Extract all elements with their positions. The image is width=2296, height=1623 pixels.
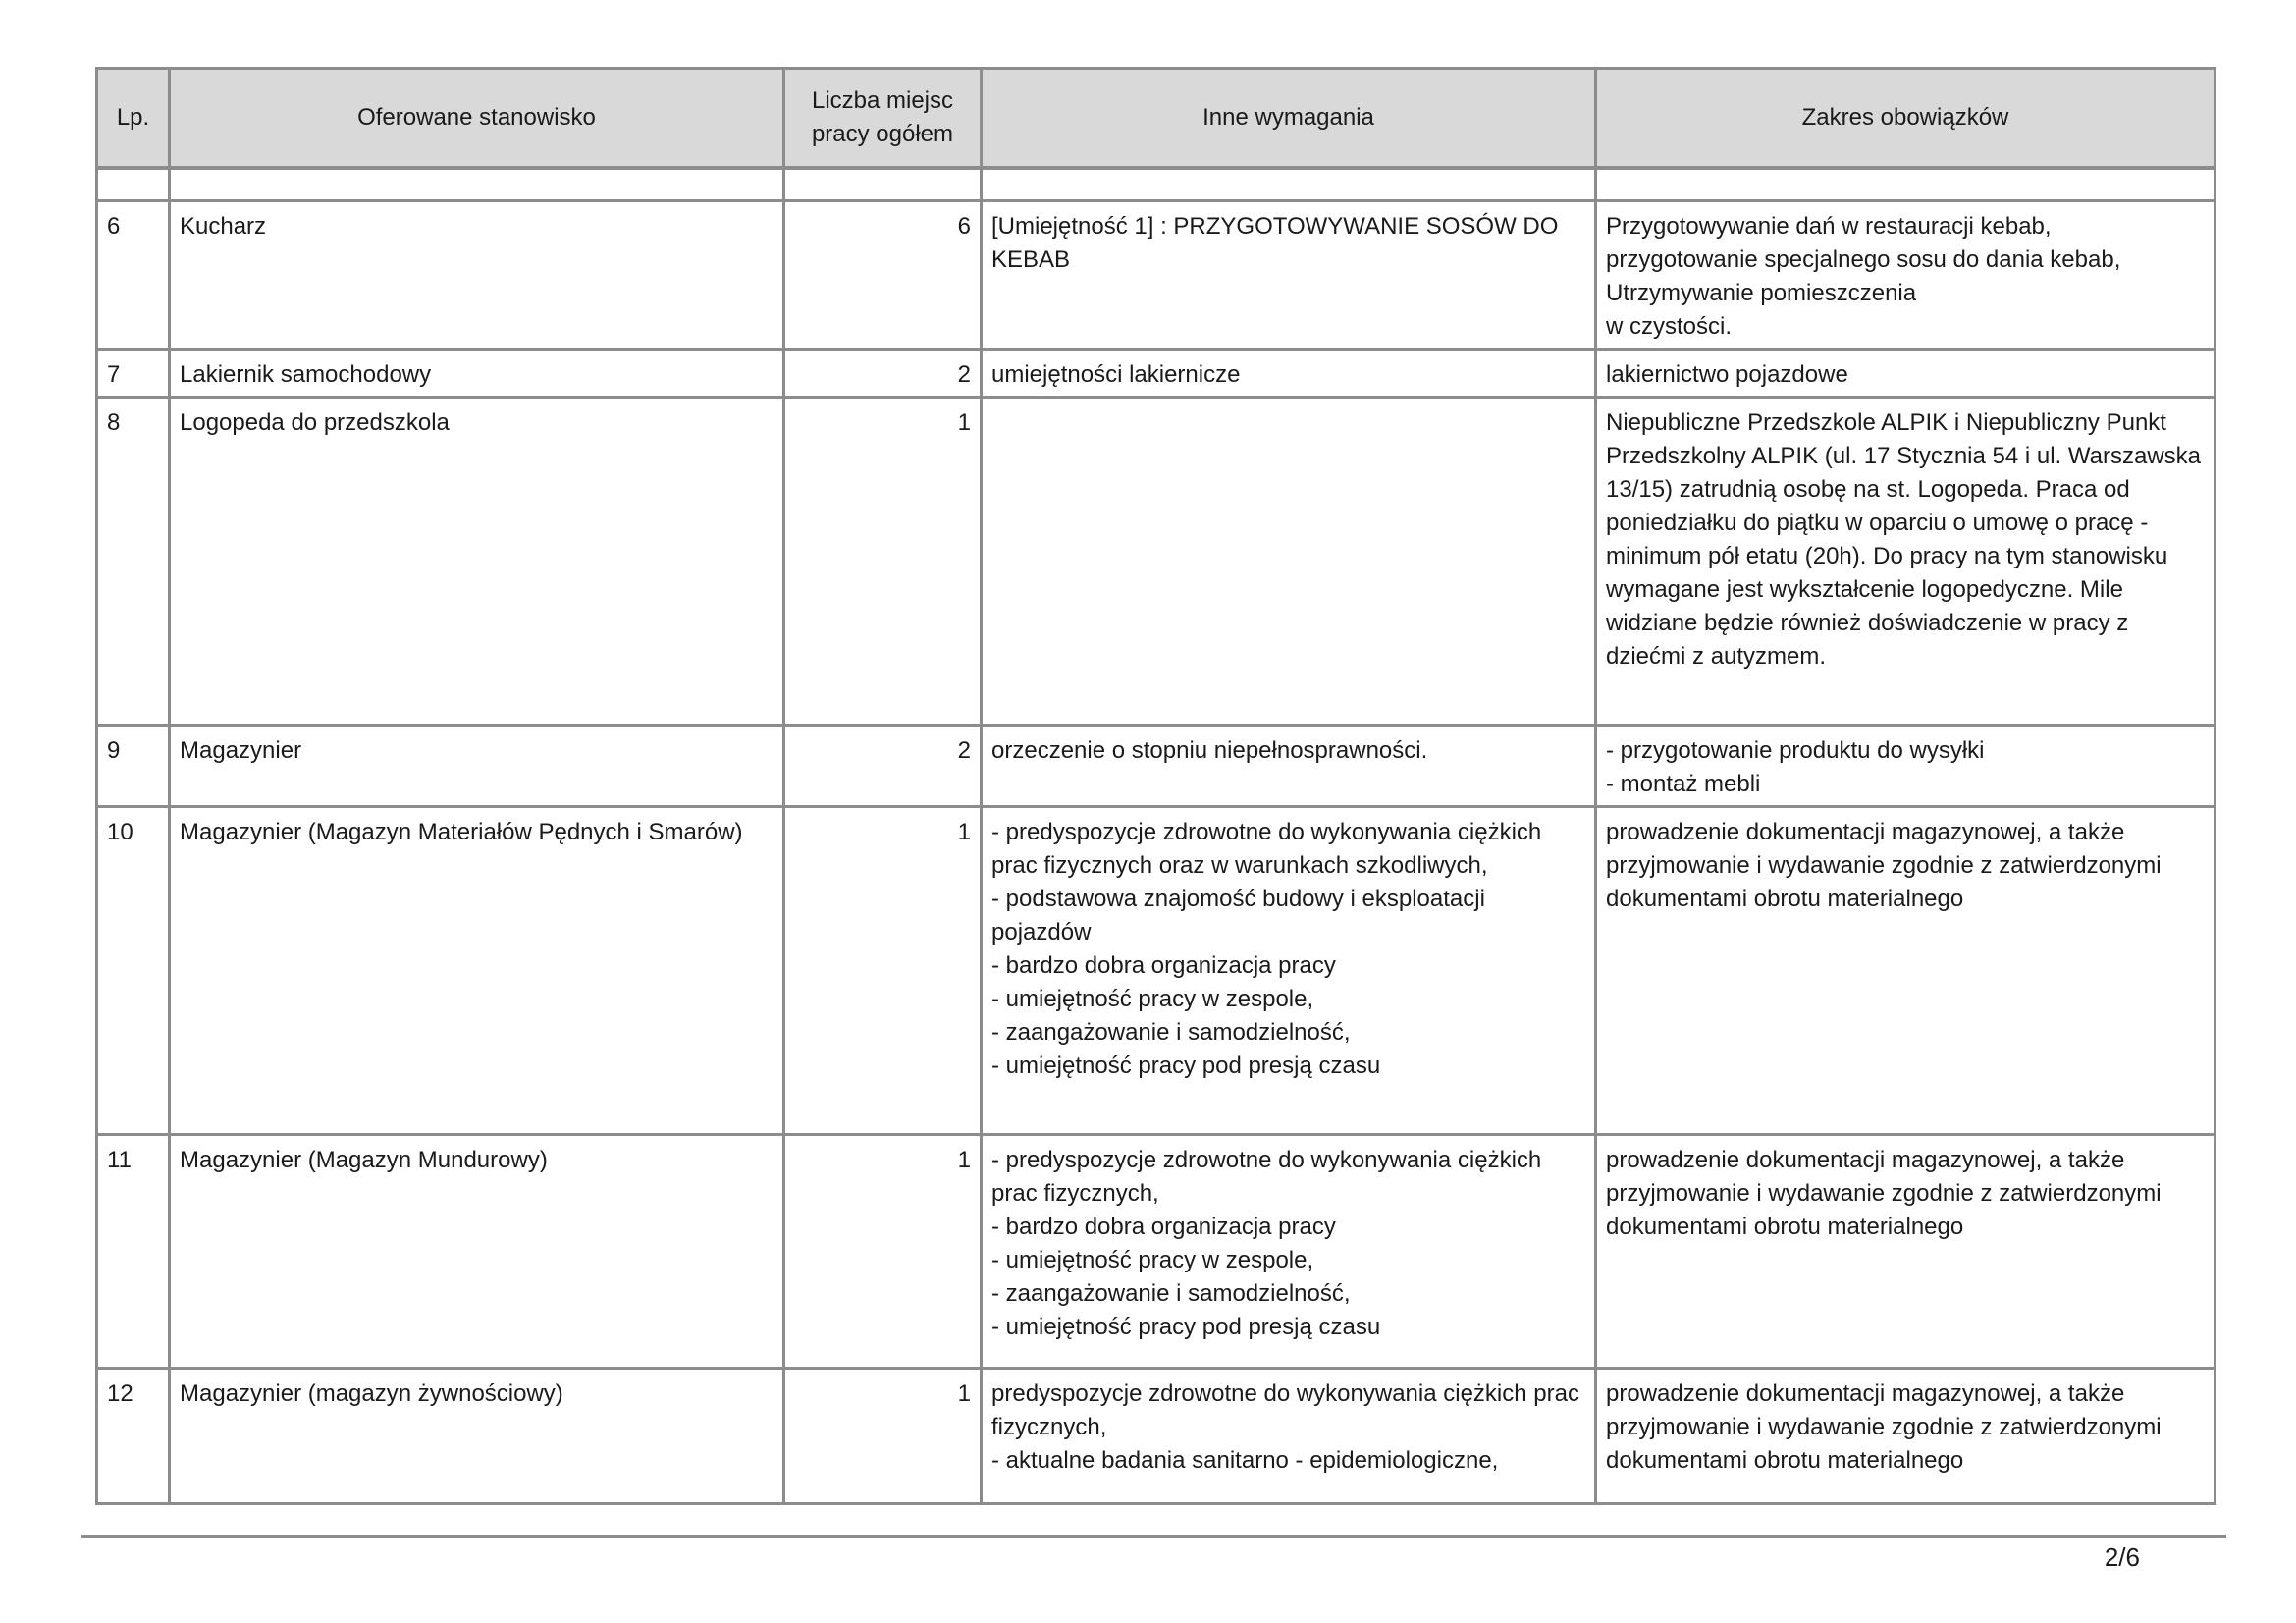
table-row [97,1135,2216,1369]
cell-duties: Niepubliczne Przedszkole ALPIK i Niepubliczny Punkt Przedszkolny ALPIK (ul. 17 Stycznia 54 i ul. Warszawska 13/15) zatrudnią osobę na st. Logopeda. Praca od poniedziałku do piątku w oparciu o umowę o pracę - minimum pół etatu (20h). Do pracy na tym stanowisku wymagane jest wykształcenie logopedyczne. Mile widziane będzie również doświadczenie w pracy z dziećmi z autyzmem. [1596,398,2216,726]
cell-duties: prowadzenie dokumentacji magazynowej, a także przyjmowanie i wydawanie zgodnie z zatwierdzonymi dokumentami obrotu materialnego [1596,1369,2216,1504]
cell-lp: 9 [97,726,170,807]
table-row [97,807,2216,1135]
table-header-row [97,69,2216,169]
table-row [97,350,2216,398]
cell-requirements [982,398,1596,726]
cell-lp: 7 [97,350,170,398]
cell-requirements: orzeczenie o stopniu niepełnosprawności. [982,726,1596,807]
cell-count: 6 [784,201,982,350]
table-row [97,398,2216,726]
cell-count: 1 [784,1369,982,1504]
cell-position: Logopeda do przedszkola [170,398,784,726]
table-row [97,1369,2216,1504]
cell-requirements: [Umiejętność 1] : PRZYGOTOWYWANIE SOSÓW DO KEBAB [982,201,1596,350]
cell-requirements: umiejętności lakiernicze [982,350,1596,398]
cell-duties: prowadzenie dokumentacji magazynowej, a także przyjmowanie i wydawanie zgodnie z zatwierdzonymi dokumentami obrotu materialnego [1596,1135,2216,1369]
cell-position: Magazynier [170,726,784,807]
cell-requirements: - predyspozycje zdrowotne do wykonywania ciężkich prac fizycznych oraz w warunkach szkodliwych, - podstawowa znajomość budowy i eksploatacji pojazdów - bardzo dobra organizacja pracy - umiejętność pracy w zespole, - zaangażowanie i samodzielność, - umiejętność pracy pod presją czasu [982,807,1596,1135]
header-position: Oferowane stanowisko [170,69,784,169]
cell-lp: 8 [97,398,170,726]
header-lp: Lp. [97,69,170,169]
cell-position: Magazynier (Magazyn Mundurowy) [170,1135,784,1369]
cell-position: Magazynier (magazyn żywnościowy) [170,1369,784,1504]
cell-lp: 10 [97,807,170,1135]
cell-requirements: predyspozycje zdrowotne do wykonywania ciężkich prac fizycznych, - aktualne badania sanitarno - epidemiologiczne, [982,1369,1596,1504]
cell-lp: 11 [97,1135,170,1369]
cell-position: Magazynier (Magazyn Materiałów Pędnych i Smarów) [170,807,784,1135]
cell-position: Kucharz [170,201,784,350]
table-row [97,201,2216,350]
page-number: 2/6 [2104,1542,2140,1572]
cell-lp: 6 [97,201,170,350]
cell-count: 2 [784,350,982,398]
footer-divider [81,1535,2226,1538]
cell-count: 2 [784,726,982,807]
cell-count: 1 [784,398,982,726]
cell-duties: Przygotowywanie dań w restauracji kebab, przygotowanie specjalnego sosu do dania kebab, Utrzymywanie pomieszczenia w czystości. [1596,201,2216,350]
cell-position: Lakiernik samochodowy [170,350,784,398]
job-offers-table [95,67,2216,1505]
cell-duties: - przygotowanie produktu do wysyłki - montaż mebli [1596,726,2216,807]
cell-requirements: - predyspozycje zdrowotne do wykonywania ciężkich prac fizycznych, - bardzo dobra organizacja pracy - umiejętność pracy w zespole, - zaangażowanie i samodzielność, - umiejętność pracy pod presją czasu [982,1135,1596,1369]
empty-row [97,168,2216,201]
header-requirements: Inne wymagania [982,69,1596,169]
header-count: Liczba miejsc pracy ogółem [784,69,982,169]
cell-duties: lakiernictwo pojazdowe [1596,350,2216,398]
cell-count: 1 [784,807,982,1135]
header-duties: Zakres obowiązków [1596,69,2216,169]
table-row [97,726,2216,807]
cell-count: 1 [784,1135,982,1369]
cell-lp: 12 [97,1369,170,1504]
cell-duties: prowadzenie dokumentacji magazynowej, a także przyjmowanie i wydawanie zgodnie z zatwierdzonymi dokumentami obrotu materialnego [1596,807,2216,1135]
